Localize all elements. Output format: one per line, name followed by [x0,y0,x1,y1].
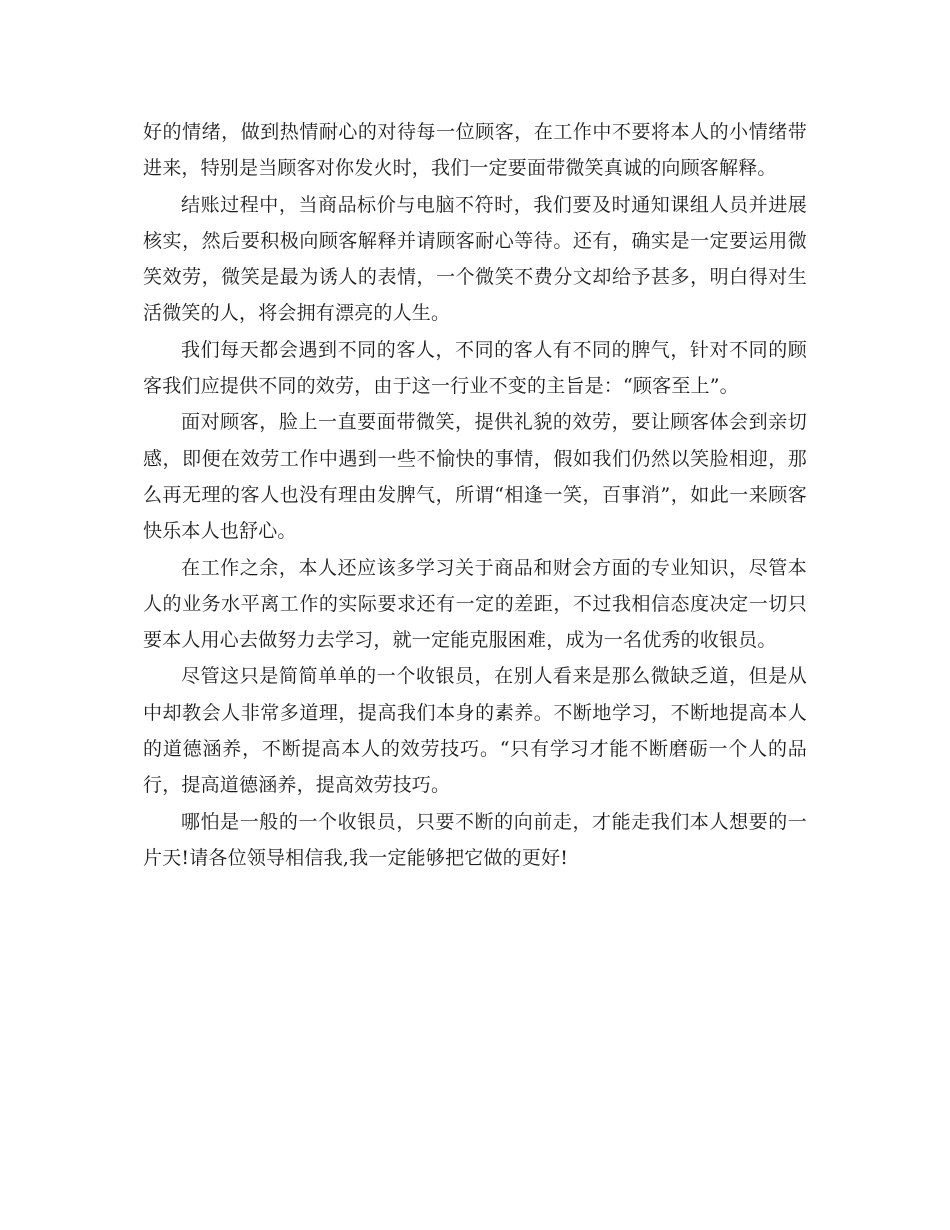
paragraph-3: 我们每天都会遇到不同的客人，不同的客人有不同的脾气，针对不同的顾客我们应提供不同的效劳，由于这一行业不变的主旨是：“顾客至上”。 [143,338,807,398]
paragraph-4: 面对顾客，脸上一直要面带微笑，提供礼貌的效劳，要让顾客体会到亲切感，即便在效劳工作中遇到一些不愉快的事情，假如我们仍然以笑脸相迎，那么再无理的客人也没有理由发脾气，所谓“相逢一笑，百事消”，如此一来顾客快乐本人也舒心。 [143,411,807,543]
paragraph-1: 好的情绪，做到热情耐心的对待每一位顾客，在工作中不要将本人的小情绪带进来，特别是当顾客对你发火时，我们一定要面带微笑真诚的向顾客解释。 [143,121,807,180]
paragraph-7: 哪怕是一般的一个收银员，只要不断的向前走，才能走我们本人想要的一片天!请各位领导相信我,我一定能够把它做的更好! [143,810,807,869]
document-body [143,114,807,876]
paragraph-6: 尽管这只是简简单单的一个收银员，在别人看来是那么微缺乏道，但是从中却教会人非常多道理，提高我们本身的素养。不断地学习，不断地提高本人的道德涵养，不断提高本人的效劳技巧。“只有学习才能不断磨砺一个人的品行，提高道德涵养，提高效劳技巧。 [143,665,807,797]
paragraph-5: 在工作之余，本人还应该多学习关于商品和财会方面的专业知识，尽管本人的业务水平离工作的实际要求还有一定的差距，不过我相信态度决定一切只要本人用心去做努力去学习，就一定能克服困难，成为一名优秀的收银员。 [143,556,807,652]
paragraph-2: 结账过程中，当商品标价与电脑不符时，我们要及时通知课组人员并进展核实，然后要积极向顾客解释并请顾客耐心等待。还有，确实是一定要运用微笑效劳，微笑是最为诱人的表情，一个微笑不费分文却给予甚多，明白得对生活微笑的人，将会拥有漂亮的人生。 [143,193,807,325]
